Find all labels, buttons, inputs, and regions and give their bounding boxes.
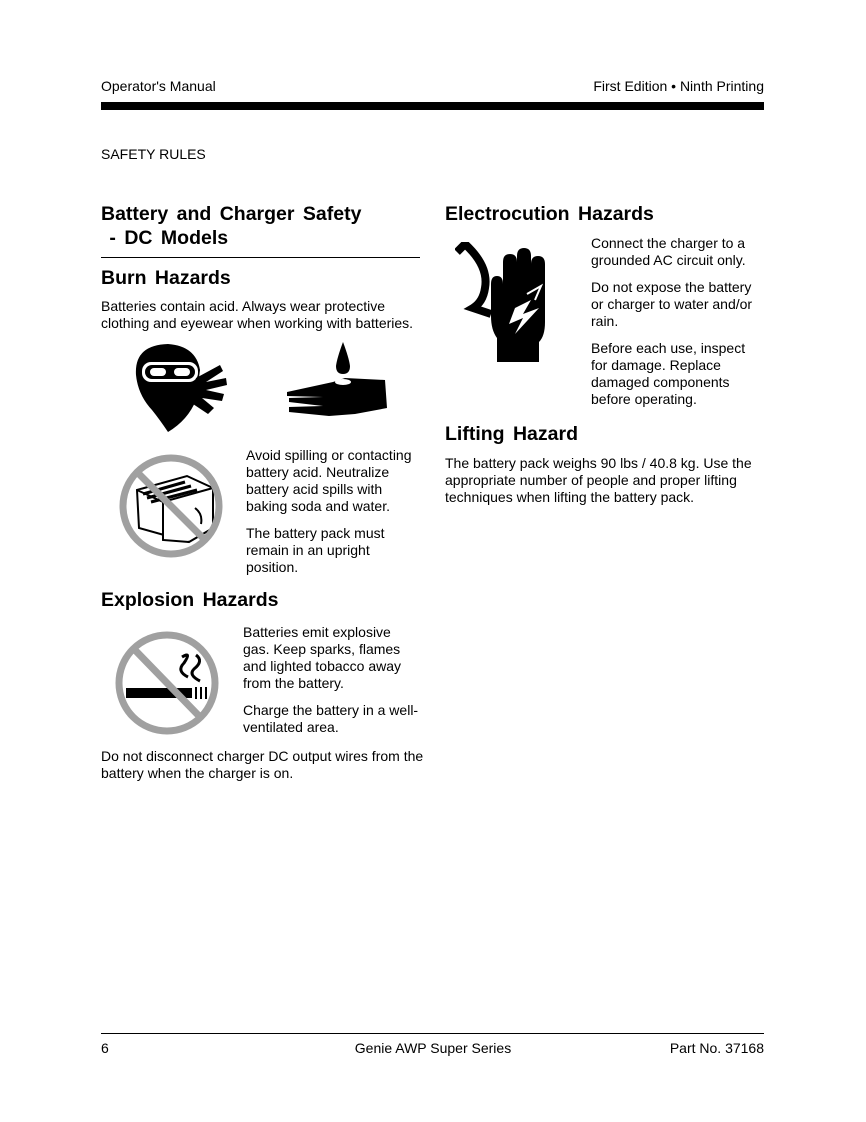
explosive-gas-paragraph: Batteries emit explosive gas. Keep sparks, flames and lighted tobacco away from the battery. <box>243 624 401 691</box>
battery-title-line2: - DC Models <box>101 227 229 249</box>
acid-text-block <box>246 447 421 586</box>
acid-hand-icon <box>285 342 390 422</box>
page-number: 6 <box>101 1040 109 1056</box>
explosion-text-block <box>243 624 421 746</box>
burn-hazards-heading: Burn Hazards <box>101 267 231 289</box>
battery-charger-title <box>101 202 421 250</box>
water-exposure-paragraph: Do not expose the battery or charger to water and/or rain. <box>591 279 753 329</box>
electrocution-hand-icon <box>455 242 555 366</box>
goggles-gloves-icon <box>130 340 230 435</box>
header-rule <box>101 102 764 110</box>
upright-paragraph: The battery pack must remain in an upright position. <box>246 525 385 575</box>
no-battery-spill-icon <box>117 448 225 560</box>
burn-hazards-text: Batteries contain acid. Always wear protective clothing and eyewear when working with batteries. <box>101 298 414 331</box>
footer-series: Genie AWP Super Series <box>354 1040 512 1056</box>
header-edition: First Edition • Ninth Printing <box>593 78 764 94</box>
inspect-damage-paragraph: Before each use, inspect for damage. Replace damaged components before operating. <box>591 340 746 407</box>
dc-wires-paragraph: Do not disconnect charger DC output wires from the battery when the charger is on. <box>101 748 424 781</box>
electrocution-hazards-heading: Electrocution Hazards <box>445 203 654 225</box>
footer-part-number: Part No. 37168 <box>669 1040 764 1056</box>
section-label: SAFETY RULES <box>101 146 206 162</box>
explosion-hazards-heading: Explosion Hazards <box>101 589 279 611</box>
footer-rule <box>101 1033 764 1034</box>
ventilation-paragraph: Charge the battery in a well-ventilated area. <box>243 702 419 735</box>
lifting-hazard-heading: Lifting Hazard <box>445 423 578 445</box>
electrocution-text-block <box>591 235 761 418</box>
grounded-circuit-paragraph: Connect the charger to a grounded AC circuit only. <box>591 235 746 268</box>
lifting-hazard-text: The battery pack weighs 90 lbs / 40.8 kg. Use the appropriate number of people and proper lifting techniques when lifting the battery pack. <box>445 455 752 505</box>
acid-spill-paragraph: Avoid spilling or contacting battery acid. Neutralize battery acid spills with baking soda and water. <box>246 447 412 514</box>
header-manual-title: Operator's Manual <box>101 78 216 94</box>
battery-title-line1: Battery and Charger Safety <box>101 203 362 225</box>
title-divider <box>101 257 420 258</box>
no-smoking-icon <box>112 627 222 739</box>
